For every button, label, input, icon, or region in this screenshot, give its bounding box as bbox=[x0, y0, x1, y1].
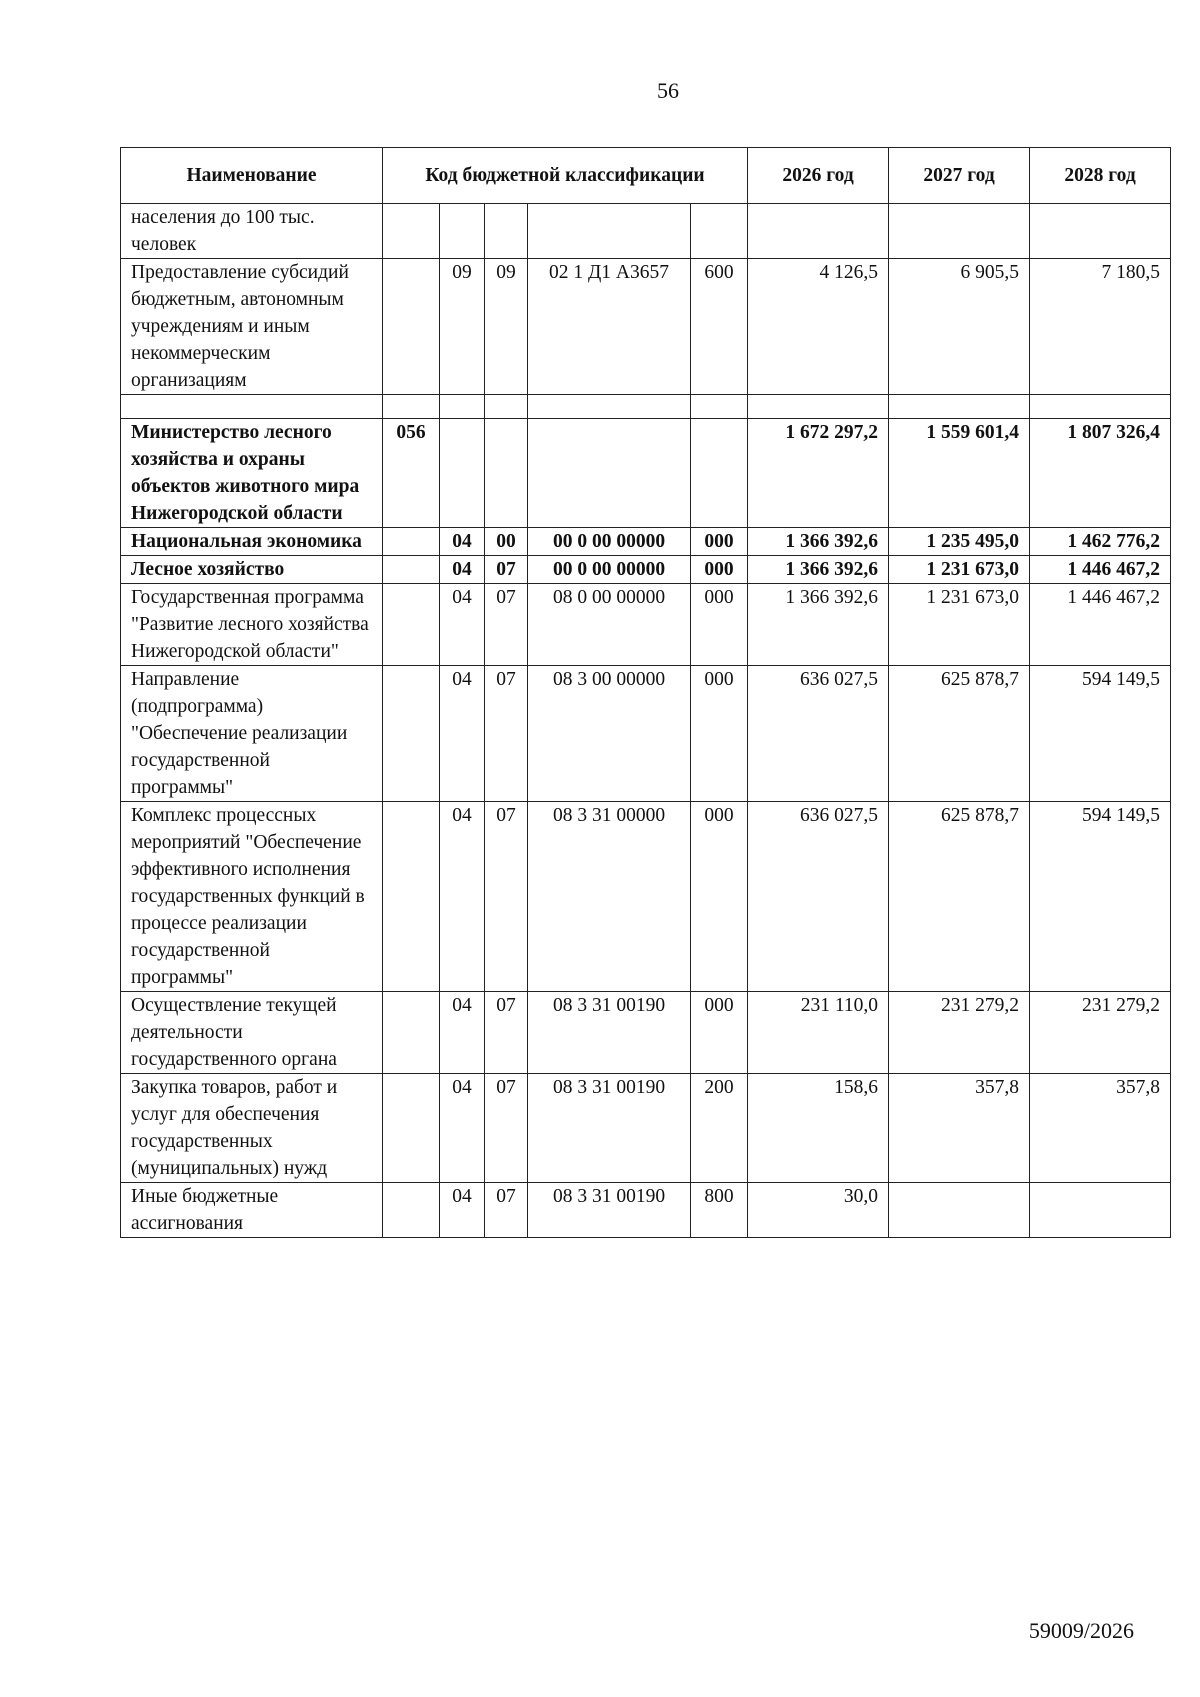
expense-type-cell bbox=[691, 204, 748, 259]
table-row bbox=[121, 259, 1171, 395]
target-article-cell bbox=[528, 204, 691, 259]
subsection-code-cell: 07 bbox=[485, 802, 528, 992]
section-code-cell bbox=[440, 395, 485, 419]
section-code-cell: 04 bbox=[440, 802, 485, 992]
amount-2028-cell bbox=[1030, 1183, 1171, 1238]
section-code-cell: 04 bbox=[440, 666, 485, 802]
table-row bbox=[121, 992, 1171, 1074]
ved-code-cell bbox=[383, 395, 440, 419]
subsection-code-cell: 00 bbox=[485, 528, 528, 556]
amount-2028-cell: 1 446 467,2 bbox=[1030, 556, 1171, 584]
document-code: 59009/2026 bbox=[1028, 1618, 1134, 1643]
subsection-code-cell bbox=[485, 419, 528, 528]
row-name-cell: Министерство лесного хозяйства и охраны объектов животного мира Нижегородской области bbox=[121, 419, 383, 528]
row-name-cell: Осуществление текущей деятельности государственного органа bbox=[121, 992, 383, 1074]
target-article-cell: 08 3 31 00190 bbox=[528, 1183, 691, 1238]
row-name-cell: Государственная программа "Развитие лесного хозяйства Нижегородской области" bbox=[121, 584, 383, 666]
amount-2028-cell bbox=[1030, 395, 1171, 419]
table-row bbox=[121, 204, 1171, 259]
subsection-code-cell: 07 bbox=[485, 1183, 528, 1238]
ved-code-cell bbox=[383, 992, 440, 1074]
amount-2026-cell: 4 126,5 bbox=[748, 259, 889, 395]
ved-code-cell bbox=[383, 528, 440, 556]
amount-2028-cell: 1 446 467,2 bbox=[1030, 584, 1171, 666]
header-year-2026: 2026 год bbox=[748, 148, 889, 204]
expense-type-cell: 000 bbox=[691, 584, 748, 666]
amount-2026-cell: 636 027,5 bbox=[748, 666, 889, 802]
table-row bbox=[121, 584, 1171, 666]
amount-2027-cell bbox=[889, 1183, 1030, 1238]
subsection-code-cell: 07 bbox=[485, 666, 528, 802]
section-code-cell: 04 bbox=[440, 1183, 485, 1238]
target-article-cell: 08 0 00 00000 bbox=[528, 584, 691, 666]
target-article-cell: 08 3 00 00000 bbox=[528, 666, 691, 802]
row-name-cell: Комплекс процессных мероприятий "Обеспечение эффективного исполнения государственных функций в процессе реализации государственной программы" bbox=[121, 802, 383, 992]
subsection-code-cell: 07 bbox=[485, 992, 528, 1074]
section-code-cell: 04 bbox=[440, 1074, 485, 1183]
ved-code-cell bbox=[383, 1183, 440, 1238]
target-article-cell: 02 1 Д1 А3657 bbox=[528, 259, 691, 395]
amount-2027-cell: 1 235 495,0 bbox=[889, 528, 1030, 556]
table-row bbox=[121, 802, 1171, 992]
amount-2026-cell: 1 366 392,6 bbox=[748, 528, 889, 556]
section-code-cell: 04 bbox=[440, 584, 485, 666]
amount-2027-cell bbox=[889, 204, 1030, 259]
expense-type-cell: 600 bbox=[691, 259, 748, 395]
row-name-cell: Национальная экономика bbox=[121, 528, 383, 556]
amount-2028-cell: 594 149,5 bbox=[1030, 802, 1171, 992]
expense-type-cell: 000 bbox=[691, 556, 748, 584]
target-article-cell: 00 0 00 00000 bbox=[528, 528, 691, 556]
header-name: Наименование bbox=[121, 148, 383, 204]
row-name-cell: населения до 100 тыс. человек bbox=[121, 204, 383, 259]
amount-2028-cell bbox=[1030, 204, 1171, 259]
amount-2027-cell: 1 231 673,0 bbox=[889, 556, 1030, 584]
table-row bbox=[121, 528, 1171, 556]
expense-type-cell: 000 bbox=[691, 992, 748, 1074]
amount-2027-cell: 6 905,5 bbox=[889, 259, 1030, 395]
ved-code-cell bbox=[383, 204, 440, 259]
row-name-cell: Предоставление субсидий бюджетным, автономным учреждениям и иным некоммерческим организациям bbox=[121, 259, 383, 395]
amount-2026-cell: 1 366 392,6 bbox=[748, 584, 889, 666]
table-row bbox=[121, 395, 1171, 419]
subsection-code-cell: 07 bbox=[485, 584, 528, 666]
amount-2027-cell: 1 559 601,4 bbox=[889, 419, 1030, 528]
amount-2026-cell: 231 110,0 bbox=[748, 992, 889, 1074]
ved-code-cell: 056 bbox=[383, 419, 440, 528]
table-row bbox=[121, 1183, 1171, 1238]
table-row bbox=[121, 666, 1171, 802]
expense-type-cell: 200 bbox=[691, 1074, 748, 1183]
target-article-cell: 00 0 00 00000 bbox=[528, 556, 691, 584]
section-code-cell: 04 bbox=[440, 528, 485, 556]
row-name-cell: Направление (подпрограмма) "Обеспечение реализации государственной программы" bbox=[121, 666, 383, 802]
amount-2026-cell bbox=[748, 204, 889, 259]
amount-2028-cell: 594 149,5 bbox=[1030, 666, 1171, 802]
row-name-cell: Лесное хозяйство bbox=[121, 556, 383, 584]
ved-code-cell bbox=[383, 1074, 440, 1183]
amount-2027-cell: 625 878,7 bbox=[889, 666, 1030, 802]
target-article-cell bbox=[528, 419, 691, 528]
amount-2026-cell: 1 672 297,2 bbox=[748, 419, 889, 528]
subsection-code-cell: 09 bbox=[485, 259, 528, 395]
header-year-2027: 2027 год bbox=[889, 148, 1030, 204]
page-number: 56 bbox=[657, 78, 679, 103]
amount-2026-cell: 636 027,5 bbox=[748, 802, 889, 992]
subsection-code-cell: 07 bbox=[485, 556, 528, 584]
target-article-cell bbox=[528, 395, 691, 419]
target-article-cell: 08 3 31 00190 bbox=[528, 992, 691, 1074]
ved-code-cell bbox=[383, 802, 440, 992]
row-name-cell: Закупка товаров, работ и услуг для обеспечения государственных (муниципальных) нужд bbox=[121, 1074, 383, 1183]
ved-code-cell bbox=[383, 584, 440, 666]
expense-type-cell bbox=[691, 395, 748, 419]
section-code-cell: 04 bbox=[440, 556, 485, 584]
section-code-cell bbox=[440, 419, 485, 528]
amount-2027-cell bbox=[889, 395, 1030, 419]
ved-code-cell bbox=[383, 666, 440, 802]
expense-type-cell: 000 bbox=[691, 528, 748, 556]
amount-2028-cell: 1 807 326,4 bbox=[1030, 419, 1171, 528]
section-code-cell bbox=[440, 204, 485, 259]
amount-2026-cell: 158,6 bbox=[748, 1074, 889, 1183]
amount-2026-cell: 30,0 bbox=[748, 1183, 889, 1238]
header-code: Код бюджетной классификации bbox=[383, 148, 748, 204]
target-article-cell: 08 3 31 00190 bbox=[528, 1074, 691, 1183]
subsection-code-cell: 07 bbox=[485, 1074, 528, 1183]
ved-code-cell bbox=[383, 259, 440, 395]
subsection-code-cell bbox=[485, 204, 528, 259]
table-body bbox=[121, 204, 1171, 1238]
expense-type-cell: 800 bbox=[691, 1183, 748, 1238]
row-name-cell: Иные бюджетные ассигнования bbox=[121, 1183, 383, 1238]
table-row bbox=[121, 556, 1171, 584]
amount-2028-cell: 357,8 bbox=[1030, 1074, 1171, 1183]
budget-table bbox=[120, 147, 1171, 1238]
amount-2027-cell: 625 878,7 bbox=[889, 802, 1030, 992]
subsection-code-cell bbox=[485, 395, 528, 419]
row-name-cell bbox=[121, 395, 383, 419]
expense-type-cell bbox=[691, 419, 748, 528]
amount-2026-cell: 1 366 392,6 bbox=[748, 556, 889, 584]
amount-2027-cell: 231 279,2 bbox=[889, 992, 1030, 1074]
table-row bbox=[121, 419, 1171, 528]
expense-type-cell: 000 bbox=[691, 666, 748, 802]
expense-type-cell: 000 bbox=[691, 802, 748, 992]
section-code-cell: 04 bbox=[440, 992, 485, 1074]
header-year-2028: 2028 год bbox=[1030, 148, 1171, 204]
table-header-row bbox=[121, 148, 1171, 204]
section-code-cell: 09 bbox=[440, 259, 485, 395]
ved-code-cell bbox=[383, 556, 440, 584]
target-article-cell: 08 3 31 00000 bbox=[528, 802, 691, 992]
amount-2027-cell: 1 231 673,0 bbox=[889, 584, 1030, 666]
amount-2027-cell: 357,8 bbox=[889, 1074, 1030, 1183]
amount-2026-cell bbox=[748, 395, 889, 419]
amount-2028-cell: 1 462 776,2 bbox=[1030, 528, 1171, 556]
table-row bbox=[121, 1074, 1171, 1183]
amount-2028-cell: 231 279,2 bbox=[1030, 992, 1171, 1074]
amount-2028-cell: 7 180,5 bbox=[1030, 259, 1171, 395]
